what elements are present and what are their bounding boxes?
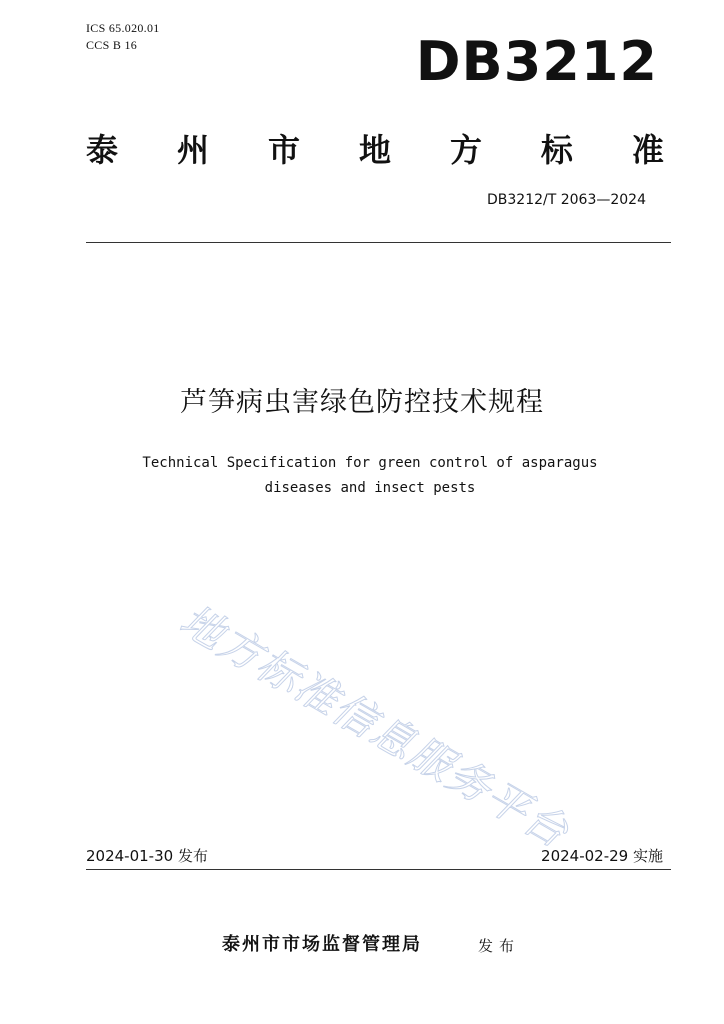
english-title-line-1: Technical Specification for green control of asparagus	[142, 455, 598, 471]
standard-type-char: 市	[267, 131, 300, 169]
standard-type-char: 地	[358, 131, 391, 169]
standard-type-char: 标	[540, 131, 573, 169]
publisher-name: 泰州市市场监督管理局	[222, 934, 422, 955]
standard-type-char: 州	[176, 131, 209, 169]
watermark: 地方标准信息服务平台	[172, 595, 578, 858]
ccs-code: CCS B 16	[86, 38, 138, 52]
footer-divider	[86, 869, 671, 870]
publish-label: 发布	[478, 937, 521, 955]
ics-code: ICS 65.020.01	[86, 21, 160, 35]
standard-code-logo: DB3212	[415, 30, 658, 93]
classification-codes	[86, 20, 160, 54]
standard-number: DB3212/T 2063—2024	[487, 192, 646, 208]
standard-type-char: 准	[631, 131, 664, 169]
header-divider	[86, 242, 671, 243]
issue-date: 2024-01-30 发布	[86, 847, 208, 865]
standard-type-char: 方	[449, 131, 482, 169]
implementation-date: 2024-02-29 实施	[541, 847, 663, 865]
standard-type-title	[86, 128, 664, 172]
english-title-line-2: diseases and insect pests	[264, 480, 476, 496]
document-title-english	[0, 451, 724, 501]
document-title-chinese: 芦笋病虫害绿色防控技术规程	[180, 387, 544, 418]
standard-type-char: 泰	[86, 131, 119, 169]
